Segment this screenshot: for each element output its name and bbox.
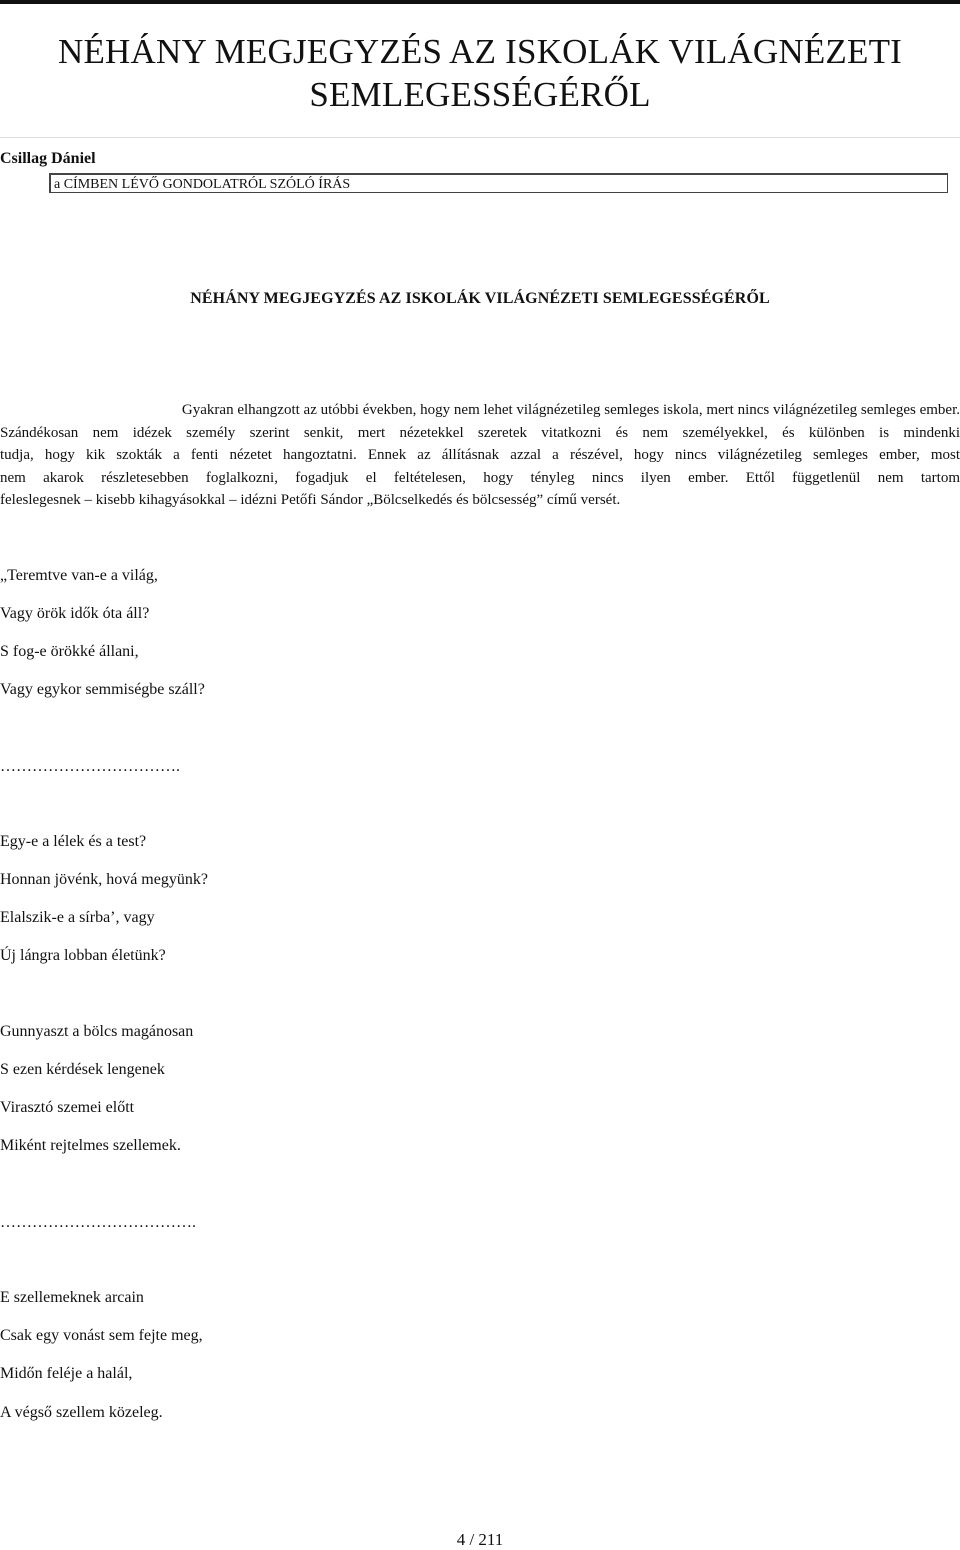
page-number: 4 / 211 bbox=[456, 1530, 504, 1549]
verse-line: Elalszik-e a sírba’, vagy bbox=[0, 909, 155, 926]
description-box: a CÍMBEN LÉVŐ GONDOLATRÓL SZÓLÓ ÍRÁS bbox=[49, 173, 948, 193]
paragraph-line: Szándékosan nem idézek személy szerint senkit, mert nézetekkel szeretek vitatkozni és nem személyekkel, és különben is mindenki bbox=[0, 424, 960, 441]
verse-line: „Teremtve van-e a világ, bbox=[0, 567, 158, 584]
verse-line: Virasztó szemei előtt bbox=[0, 1099, 135, 1116]
verse-line: Gunnyaszt a bölcs magánosan bbox=[0, 1023, 194, 1040]
verse-line: Miként rejtelmes szellemek. bbox=[0, 1137, 181, 1154]
verse-line: E szellemeknek arcain bbox=[0, 1289, 144, 1306]
verse-ellipsis: ……………………………. bbox=[0, 758, 180, 775]
verse-line: Midőn feléje a halál, bbox=[0, 1365, 133, 1382]
top-rule bbox=[0, 0, 960, 4]
verse-line: Egy-e a lélek és a test? bbox=[0, 833, 147, 850]
title-divider bbox=[0, 137, 960, 138]
section-title: NÉHÁNY MEGJEGYZÉS AZ ISKOLÁK VILÁGNÉZETI SEMLEGESSÉGÉRŐL bbox=[190, 290, 770, 307]
verse-line: Honnan jövénk, hová megyünk? bbox=[0, 871, 208, 888]
verse-line: Új lángra lobban életünk? bbox=[0, 947, 166, 964]
author-name: Csillag Dániel bbox=[0, 150, 96, 167]
verse-line: Vagy örök idők óta áll? bbox=[0, 605, 150, 622]
paragraph-line: Gyakran elhangzott az utóbbi években, hogy nem lehet világnézetileg semleges iskola, mert nincs világnézetileg semleges ember. bbox=[181, 402, 960, 418]
verse-line: S ezen kérdések lengenek bbox=[0, 1061, 165, 1078]
verse-line: Vagy egykor semmiségbe száll? bbox=[0, 681, 205, 698]
intro-paragraph bbox=[0, 399, 960, 512]
paragraph-line: feleslegesnek – kisebb kihagyásokkal – idézni Petőfi Sándor „Bölcselkedés és bölcsesség” című versét. bbox=[0, 492, 621, 508]
verse-line: S fog-e örökké állani, bbox=[0, 643, 139, 660]
document-title: NÉHÁNY MEGJEGYZÉS AZ ISKOLÁK VILÁGNÉZETI SEMLEGESSÉGÉRŐL bbox=[57, 32, 903, 114]
paragraph-line: tudja, hogy kik szokták a fenti nézetet hangoztatni. Ennek az állításnak azzal a részével, hogy nincs világnézetileg semleges ember, most bbox=[0, 447, 960, 463]
paragraph-line: nem akarok részletesebben foglalkozni, fogadjuk el feltételesen, hogy tényleg nincs ilyen ember. Ettől függetlenül nem tartom bbox=[0, 469, 960, 486]
verse-line: A végső szellem közeleg. bbox=[0, 1404, 163, 1421]
verse-line: Csak egy vonást sem fejte meg, bbox=[0, 1327, 203, 1344]
verse-ellipsis: ………………………………. bbox=[0, 1214, 196, 1231]
